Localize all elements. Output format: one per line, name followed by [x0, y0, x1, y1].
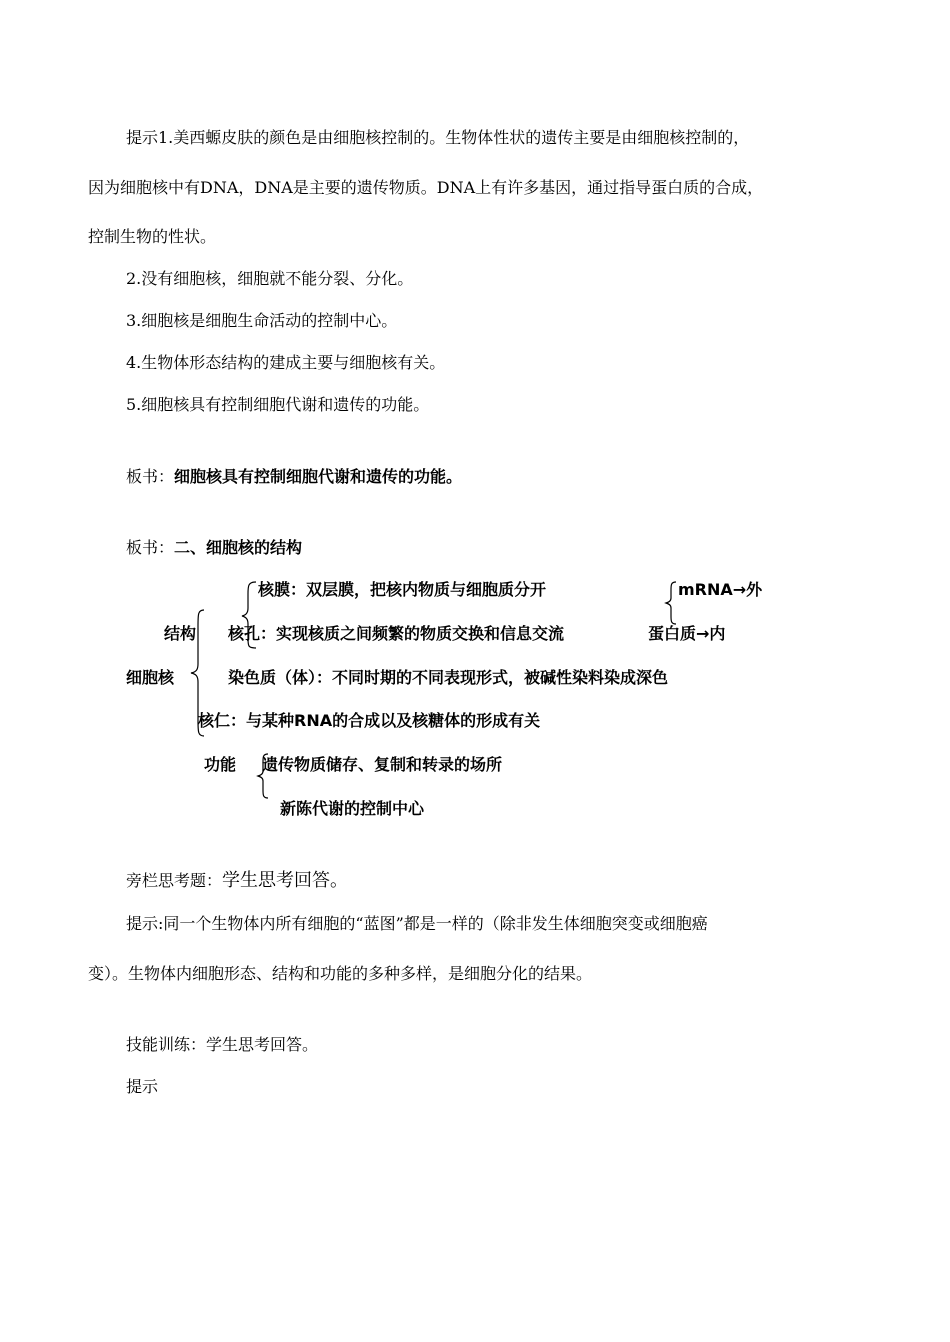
hint-1-line-3: 控制生物的性状。 [88, 227, 217, 246]
skill-hint: 提示 [126, 1077, 159, 1096]
diagram-mrna-out: mRNA→外 [678, 580, 763, 599]
diagram-pore: 核孔：实现核质之间频繁的物质交换和信息交流 [228, 624, 565, 643]
board-note-1 [126, 466, 462, 488]
diagram-function-1: 遗传物质储存、复制和转录的场所 [262, 755, 503, 774]
diagram-protein-in: 蛋白质→内 [648, 624, 726, 643]
transport-brace [664, 580, 680, 626]
board-text: 细胞核具有控制细胞代谢和遗传的功能。 [174, 467, 463, 486]
hint-1-line-1: 提示1.美西螈皮肤的颜色是由细胞核控制的。生物体性状的遗传主要是由细胞核控制的， [126, 128, 750, 147]
board-title: 二、细胞核的结构 [174, 538, 303, 557]
structure-brace [240, 580, 260, 650]
hint-2: 2.没有细胞核，细胞就不能分裂、分化。 [126, 269, 414, 288]
sidebar-question [126, 870, 348, 892]
sidebar-hint-line-2: 变）。生物体内细胞形态、结构和功能的多种多样，是细胞分化的结果。 [88, 964, 593, 983]
diagram-nucleolus: 核仁：与某种RNA的合成以及核糖体的形成有关 [198, 711, 541, 730]
skill-training: 技能训练：学生思考回答。 [126, 1035, 319, 1054]
sidebar-hint-line-1: 提示:同一个生物体内所有细胞的“蓝图”都是一样的（除非发生体细胞突变或细胞癌 [126, 914, 708, 933]
diagram-function-label: 功能 [204, 755, 237, 774]
board-prefix: 板书： [126, 467, 175, 486]
hint-5: 5.细胞核具有控制细胞代谢和遗传的功能。 [126, 395, 430, 414]
board-note-2 [126, 537, 302, 559]
hint-3: 3.细胞核是细胞生命活动的控制中心。 [126, 311, 398, 330]
diagram-membrane: 核膜：双层膜，把核内物质与细胞质分开 [258, 580, 547, 599]
hint-4: 4.生物体形态结构的建成主要与细胞核有关。 [126, 353, 446, 372]
diagram-chromatin: 染色质（体）：不同时期的不同表现形式，被碱性染料染成深色 [228, 668, 669, 687]
function-brace [256, 752, 272, 800]
diagram-function-2: 新陈代谢的控制中心 [280, 799, 425, 818]
hint-1-line-2: 因为细胞核中有DNA，DNA是主要的遗传物质。DNA上有许多基因，通过指导蛋白质的合成， [88, 178, 764, 197]
sidebar-label: 旁栏思考题： [126, 871, 223, 890]
board-prefix: 板书： [126, 538, 175, 557]
nucleus-brace [188, 608, 208, 738]
diagram-nucleus-label: 细胞核 [126, 668, 175, 687]
sidebar-answer: 学生思考回答。 [222, 870, 349, 891]
diagram-structure-label: 结构 [164, 624, 197, 643]
